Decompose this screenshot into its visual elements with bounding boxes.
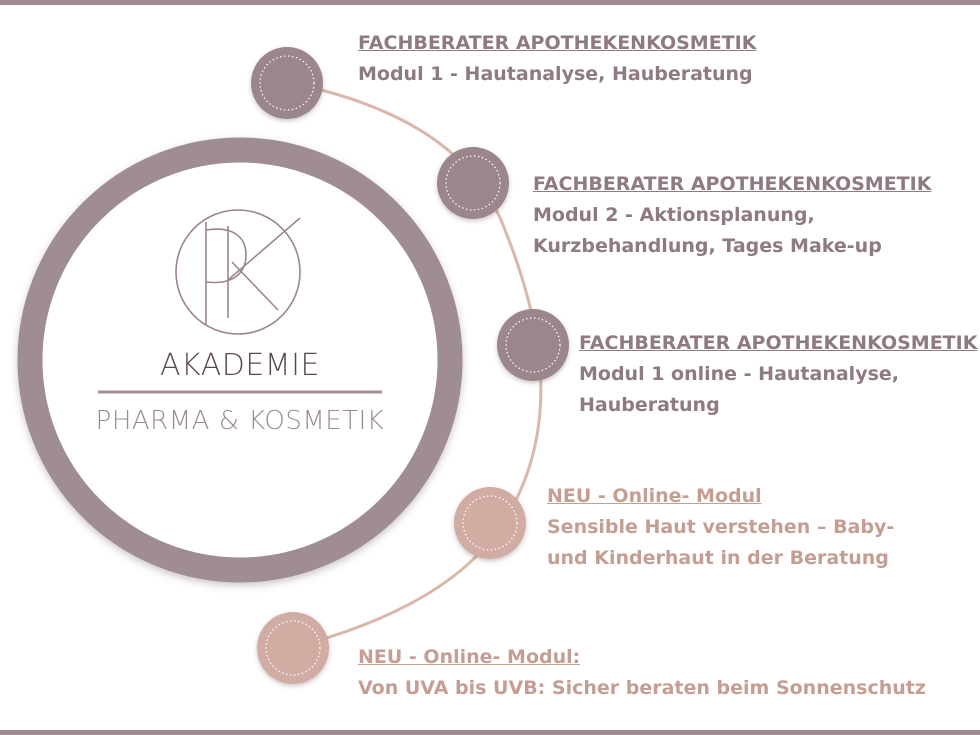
module-2[interactable] [533, 169, 931, 262]
timeline-node-4 [454, 487, 526, 559]
module-1[interactable] [358, 28, 756, 90]
module-4-desc-line-1: Sensible Haut verstehen – Baby- [547, 516, 895, 538]
module-4-desc-line-2: und Kinderhaut in der Beratung [547, 547, 889, 569]
module-4-title[interactable]: NEU - Online- Modul [547, 485, 762, 507]
module-3-desc-line-2: Hauberatung [579, 394, 720, 416]
module-2-desc-line-1: Modul 2 - Aktionsplanung, [533, 204, 815, 226]
timeline-node-5 [257, 612, 329, 684]
module-5[interactable] [358, 642, 926, 704]
module-4[interactable] [547, 481, 894, 574]
module-3[interactable] [579, 328, 977, 421]
module-5-desc-line-1: Von UVA bis UVB: Sicher beraten beim Sonnenschutz [358, 677, 926, 699]
module-1-title[interactable]: FACHBERATER APOTHEKENKOSMETIK [358, 32, 757, 54]
module-3-title[interactable]: FACHBERATER APOTHEKENKOSMETIK [579, 332, 978, 354]
module-2-desc-line-2: Kurzbehandlung, Tages Make-up [533, 235, 882, 257]
timeline-node-1 [251, 47, 323, 119]
module-2-title[interactable]: FACHBERATER APOTHEKENKOSMETIK [533, 173, 932, 195]
timeline-node-3 [497, 309, 569, 381]
module-1-desc-line-1: Modul 1 - Hautanalyse, Hauberatung [358, 63, 753, 85]
logo-subtitle: PHARMA & KOSMETIK [95, 406, 385, 436]
logo-title: AKADEMIE [160, 348, 320, 383]
timeline-node-2 [437, 147, 509, 219]
module-3-desc-line-1: Modul 1 online - Hautanalyse, [579, 363, 899, 385]
module-5-title[interactable]: NEU - Online- Modul: [358, 646, 581, 668]
